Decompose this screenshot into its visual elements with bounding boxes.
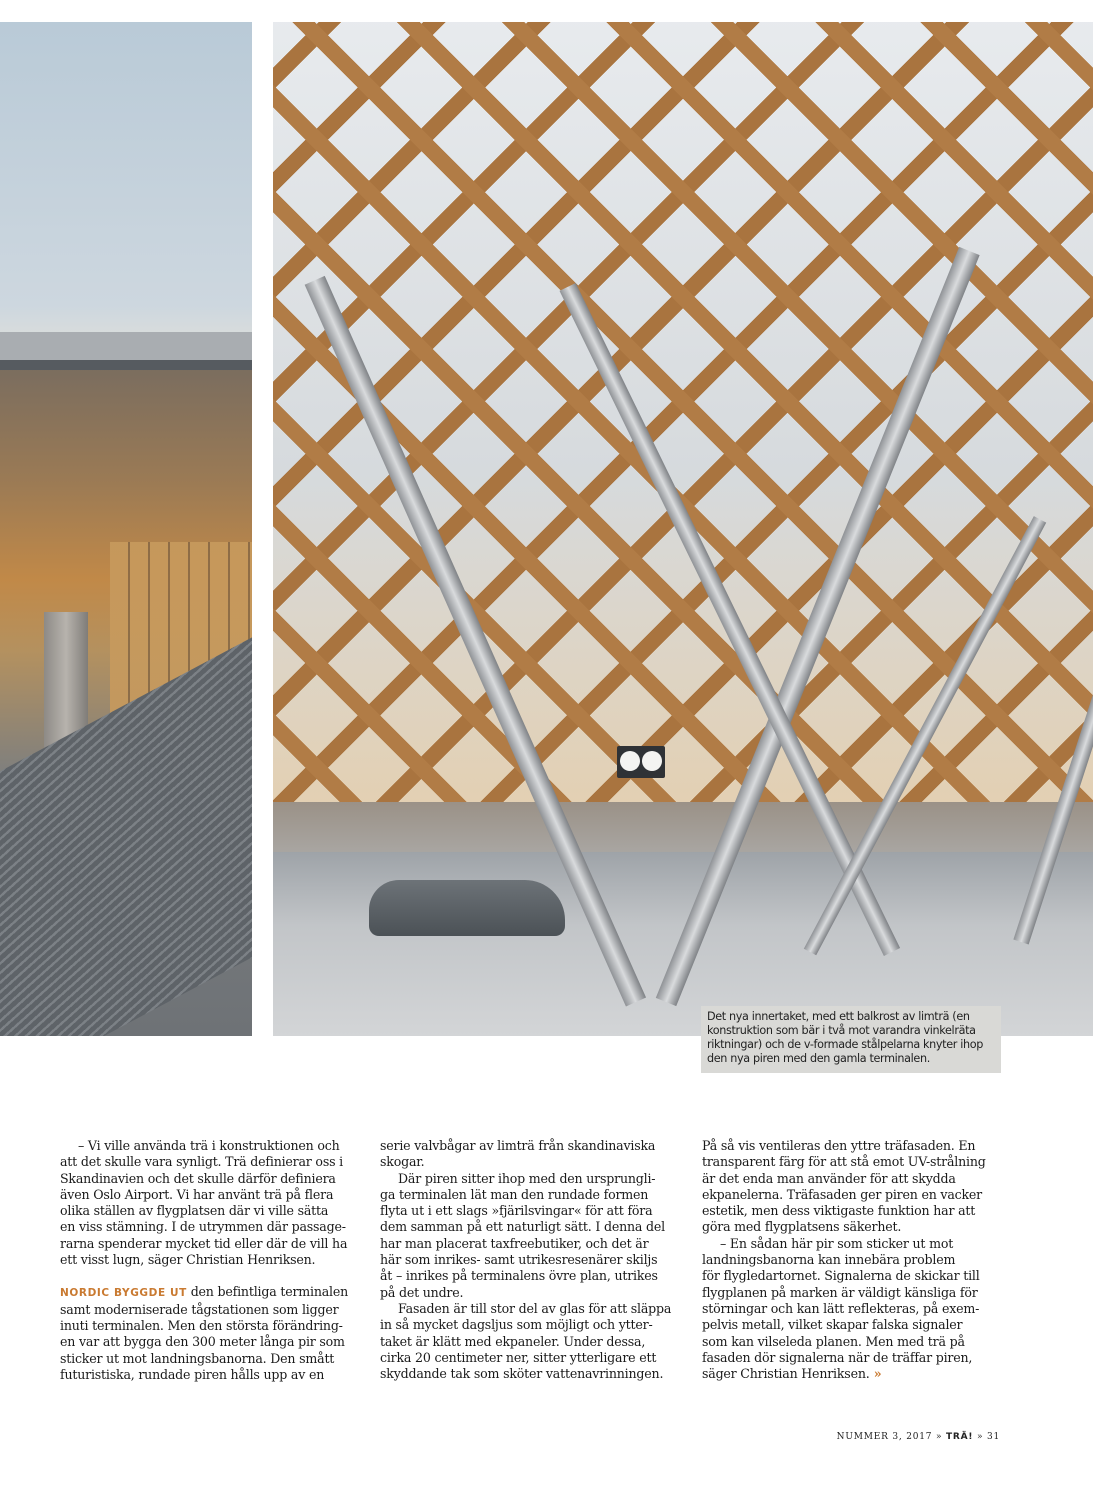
text-line: ett visst lugn, säger Christian Henriksen. [60, 1252, 316, 1268]
text-line: dem samman på ett naturligt sätt. I denna del [380, 1219, 665, 1235]
issue-label: NUMMER 3, 2017 [836, 1432, 933, 1442]
text-line: rarna spenderar mycket tid eller där de vill ha [60, 1235, 348, 1251]
text-line: – Vi ville använda trä i konstruktionen och [78, 1138, 340, 1153]
text-line: för flygledartornet. Signalerna de skickar till [702, 1268, 980, 1284]
airport-interior-photo [273, 22, 1093, 1036]
text-line: futuristiska, rundade piren hålls upp av en [60, 1366, 325, 1382]
caption-line: riktningar) och de v-formade stålpelarna knyter ihop [707, 1038, 983, 1051]
text-line: skyddande tak som sköter vattenavrinningen. [380, 1366, 664, 1382]
photo-caption [701, 1006, 1001, 1073]
text-line: även Oslo Airport. Vi har använt trä på flera [60, 1186, 334, 1202]
text-line: samt moderniserade tågstationen som ligger [60, 1301, 339, 1317]
caption-line: den nya piren med den gamla terminalen. [707, 1052, 930, 1065]
text-line: här som inrikes- samt utrikesresenärer skiljs [380, 1252, 658, 1268]
article-column-1 [60, 1138, 360, 1383]
caption-line: Det nya innertaket, med ett balkrost av limträ (en [707, 1010, 970, 1023]
airport-exterior-photo [0, 22, 252, 1036]
text-line: har man placerat taxfreebutiker, och det är [380, 1235, 649, 1251]
text-line: pelvis metall, vilket skapar falska signaler [702, 1317, 963, 1333]
text-line: störningar och kan lätt reflekteras, på exem- [702, 1300, 980, 1316]
text-line: – En sådan här pir som sticker ut mot [720, 1235, 954, 1251]
text-line: taket är klätt med ekpaneler. Under dessa, [380, 1333, 646, 1349]
text-line: ekpanelerna. Träfasaden ger piren en vacker [702, 1186, 983, 1202]
article-column-2 [380, 1138, 686, 1382]
text-line: ga terminalen lät man den rundade formen [380, 1186, 649, 1202]
text-line: skogar. [380, 1154, 425, 1170]
text-line: flygplanen på marken är väldigt känsliga för [702, 1284, 978, 1300]
separator: » [932, 1432, 946, 1442]
text-line: På så vis ventileras den yttre träfasaden. En [702, 1138, 976, 1153]
text-line: landningsbanorna kan innebära problem [702, 1252, 956, 1268]
text-line: serie valvbågar av limträ från skandinaviska [380, 1138, 656, 1153]
text-line: cirka 20 centimeter ner, sitter ytterligare ett [380, 1349, 657, 1365]
text-line: på det undre. [380, 1284, 464, 1300]
text-line: transparent färg för att stå emot UV-strålning [702, 1154, 986, 1170]
text-line: Fasaden är till stor del av glas för att släppa [398, 1300, 672, 1316]
text-line: in så mycket dagsljus som möjligt och ytter- [380, 1317, 653, 1333]
roof-band [0, 332, 252, 360]
text-line: sticker ut mot landningsbanorna. Den smått [60, 1350, 335, 1366]
text-line: Där piren sitter ihop med den ursprungli- [398, 1170, 656, 1186]
text-line [702, 1366, 1002, 1382]
page-footer [820, 1432, 1000, 1442]
text-fragment: den befintliga terminalen [186, 1284, 349, 1300]
lead-in: NORDIC BYGGDE UT [60, 1287, 187, 1300]
roof-lip [0, 360, 252, 370]
text-line: Skandinavien och det skulle därför definiera [60, 1170, 336, 1186]
text-line: olika ställen av flygplatsen där vi ville sätta [60, 1203, 329, 1219]
text-line: göra med flygplatsens säkerhet. [702, 1219, 902, 1235]
text-line: estetik, men dess viktigaste funktion har att [702, 1203, 976, 1219]
text-line: som kan vilseleda planen. Men med trä på [702, 1333, 965, 1349]
clock-icon [617, 746, 665, 778]
text-line: en var att bygga den 300 meter långa pir som [60, 1334, 345, 1350]
magazine-name: TRÄ! [945, 1432, 974, 1442]
text-line: fasaden dör signalerna när de träffar piren, [702, 1349, 973, 1365]
text-line: flyta ut i ett slags »fjärilsvingar« för att föra [380, 1203, 653, 1219]
text-fragment: säger Christian Henriksen. [702, 1366, 870, 1382]
text-line: är det enda man använder för att skydda [702, 1170, 956, 1186]
text-line: åt – inrikes på terminalens övre plan, utrikes [380, 1268, 658, 1284]
end-mark: » [869, 1366, 882, 1382]
car-image [369, 880, 565, 936]
text-line: att det skulle vara synligt. Trä definierar oss i [60, 1154, 343, 1170]
text-line: inuti terminalen. Men den största förändring- [60, 1317, 343, 1333]
caption-line: konstruktion som bär i två mot varandra vinkelräta [707, 1024, 976, 1037]
timber-lattice-ceiling [273, 22, 1093, 802]
page-number: 31 [986, 1432, 1000, 1442]
text-line: en viss stämning. I de utrymmen där passage- [60, 1219, 346, 1235]
article-column-3 [702, 1138, 1002, 1382]
separator: » [973, 1432, 987, 1442]
text-line [60, 1284, 360, 1301]
